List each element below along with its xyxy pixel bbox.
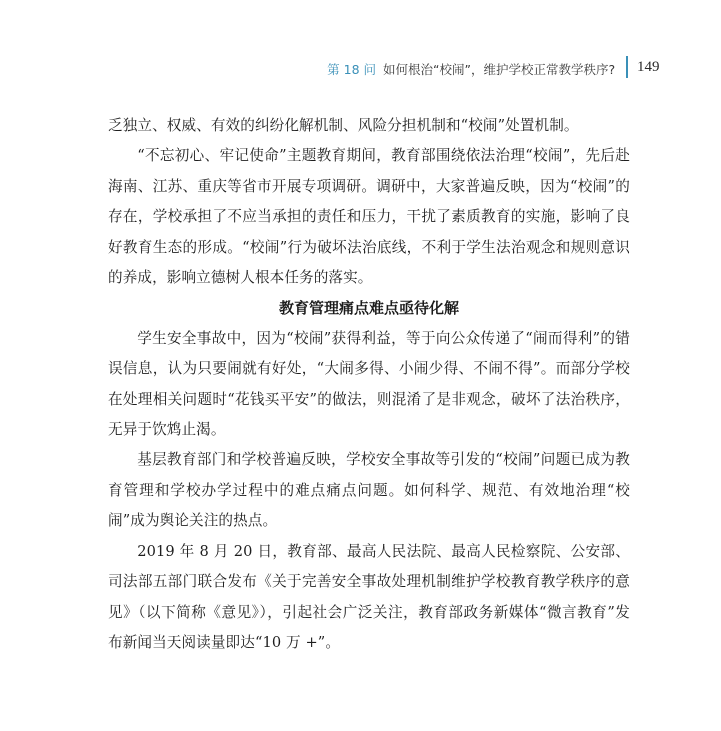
section-heading: 教育管理痛点难点亟待化解	[278, 299, 459, 318]
paragraph-5: 2019 年 8 月 20 日，教育部、最高人民法院、最高人民检察院、公安部、司法部五部门联合发布《关于完善安全事故处理机制维护学校教育教学秩序的意见》（以下简称《意见》），引起社会广泛关注，教育部政务新媒体“微言教育”发布新闻当天阅读量即达“10 万 +”。	[108, 542, 630, 651]
chapter-label: 第 18 问	[327, 62, 376, 77]
page-number: 149	[637, 59, 660, 75]
paragraph-3: 学生安全事故中，因为“校闹”获得利益，等于向公众传递了“闹而得利”的错误信息，认为只要闹就有好处，“大闹多得、小闹少得、不闹不得”。而部分学校在处理相关问题时“花钱买平安”的做法，则混淆了是非观念，破坏了法治秩序，无异于饮鸩止渴。	[108, 329, 630, 439]
chapter-title: 如何根治“校闹”，维护学校正常教学秩序?	[383, 62, 616, 77]
header-divider	[626, 56, 628, 78]
paragraph-2: “不忘初心、牢记使命”主题教育期间，教育部围绕依法治理“校闹”，先后赴海南、江苏、重庆等省市开展专项调研。调研中，大家普遍反映，因为“校闹”的存在，学校承担了不应当承担的责任和压力，干扰了素质教育的实施，影响了良好教育生态的形成。“校闹”行为破坏法治底线，不利于学生法治观念和规则意识的养成，影响立德树人根本任务的落实。	[108, 147, 630, 287]
paragraph-1: 乏独立、权威、有效的纠纷化解机制、风险分担机制和“校闹”处置机制。	[108, 117, 579, 134]
paragraph-4: 基层教育部门和学校普遍反映，学校安全事故等引发的“校闹”问题已成为教育管理和学校办学过程中的难点痛点问题。如何科学、规范、有效地治理“校闹”成为舆论关注的热点。	[108, 451, 630, 530]
page-body	[108, 111, 630, 658]
running-header	[0, 56, 721, 82]
